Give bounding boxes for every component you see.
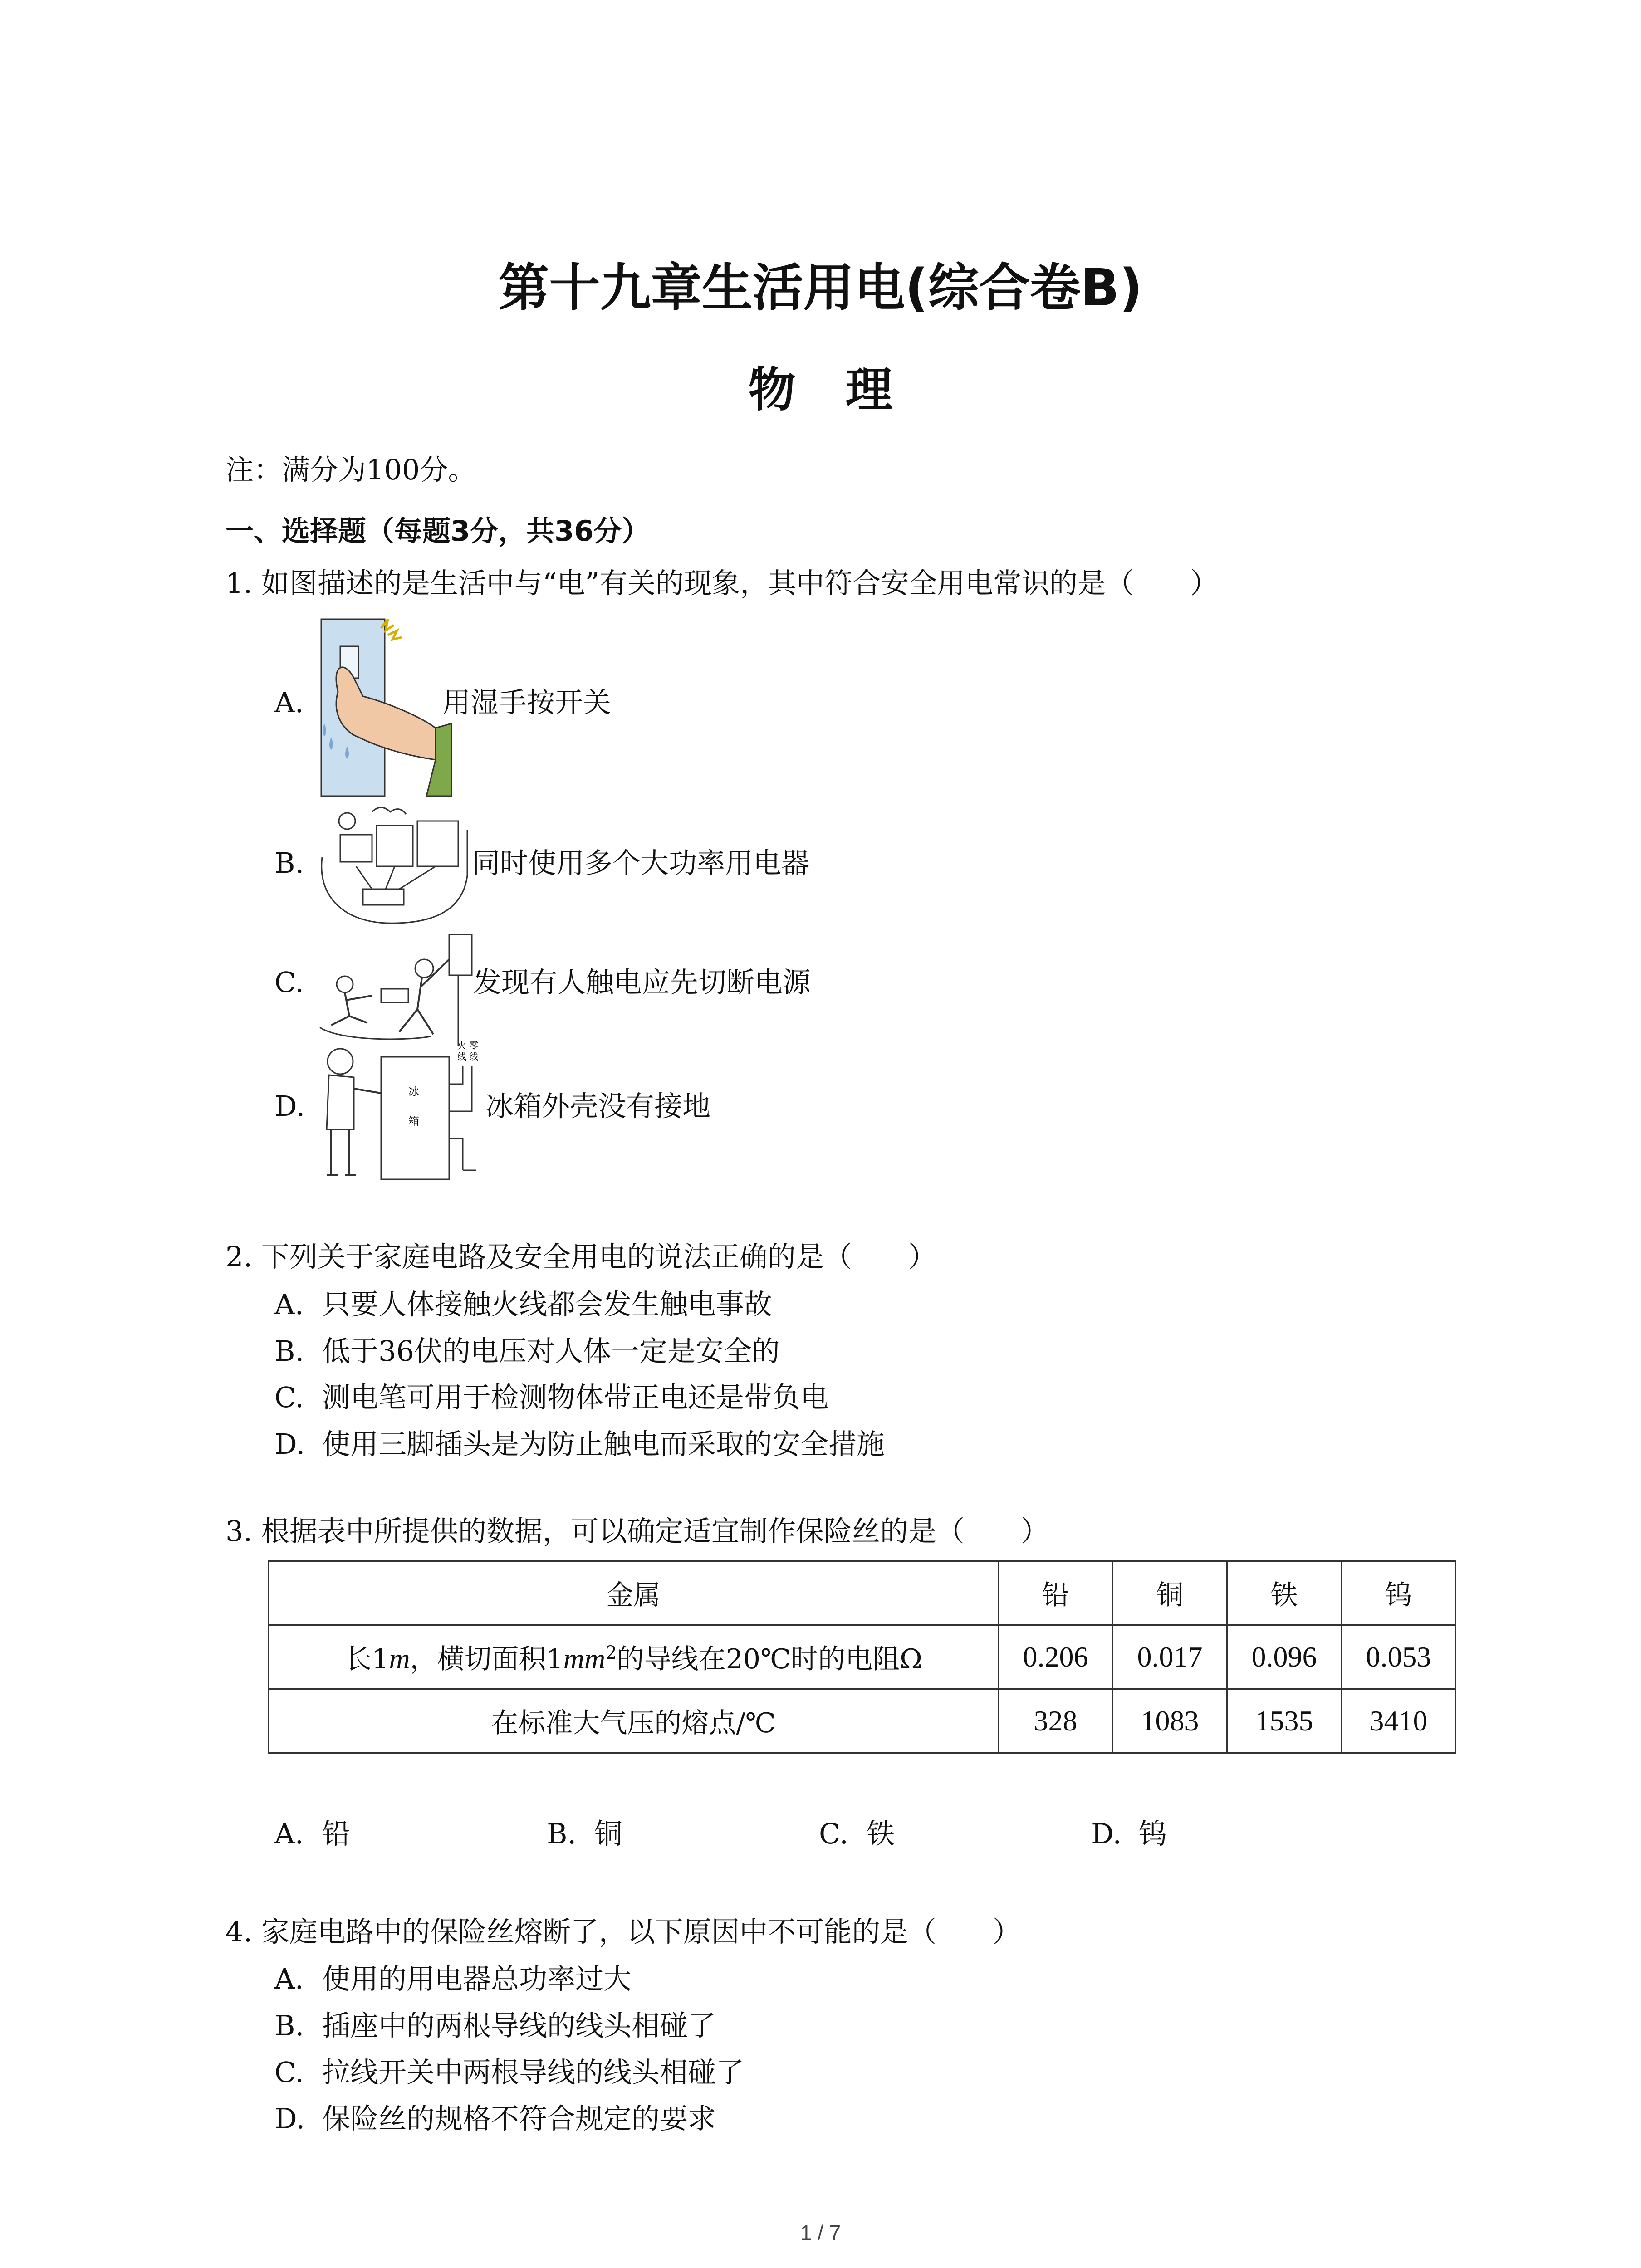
q4-option-b-letter: B.: [274, 2009, 304, 2042]
table-cell: 0.053: [1341, 1625, 1455, 1689]
q4-option-d-letter: D.: [274, 2102, 305, 2135]
q4-option-c-text: 拉线开关中两根导线的线头相碰了: [322, 2056, 745, 2089]
q2-option-b-text: 低于36伏的电压对人体一定是安全的: [322, 1334, 780, 1368]
table-row-label: 在标准大气压的熔点/℃: [269, 1689, 999, 1753]
table-row: [269, 1625, 1456, 1689]
page-number: 1 / 7: [800, 2221, 841, 2244]
table-header-cell: 铅: [999, 1561, 1113, 1625]
question-4-stem: 4. 家庭电路中的保险丝熔断了，以下原因中不可能的是（ ）: [225, 1915, 1021, 1948]
subject-title: 物理: [748, 362, 943, 417]
table-cell: 0.096: [1227, 1625, 1342, 1689]
table-cell: 0.206: [999, 1625, 1113, 1689]
q4-option-a-letter: A.: [274, 1962, 304, 1995]
table-cell: 3410: [1341, 1689, 1455, 1753]
q4-option-c-letter: C.: [274, 2056, 304, 2089]
table-header-row: [269, 1561, 1456, 1625]
q3-option-d-letter: D.: [1091, 1817, 1122, 1850]
q1-option-c-letter: C.: [274, 966, 304, 999]
table-cell: 328: [999, 1689, 1113, 1753]
q2-option-a-text: 只要人体接触火线都会发生触电事故: [322, 1288, 773, 1321]
table-row-label: [269, 1625, 999, 1689]
q1-option-d-text: 冰箱外壳没有接地: [485, 1090, 711, 1123]
unit-superscript: 2: [605, 1642, 617, 1663]
q2-option-d-letter: D.: [274, 1427, 305, 1461]
table-header-cell: 铁: [1227, 1561, 1342, 1625]
q3-option-b-text: 铜: [594, 1817, 623, 1850]
q3-option-c-letter: C.: [819, 1817, 848, 1850]
q3-option-b-letter: B.: [547, 1817, 577, 1850]
wire-label-1: 火 零: [457, 1040, 479, 1051]
table-header-cell: 金属: [269, 1561, 999, 1625]
q2-option-d-text: 使用三脚插头是为防止触电而采取的安全措施: [322, 1427, 885, 1461]
row1-label-part-a: 长1: [344, 1643, 389, 1675]
q3-option-a-letter: A.: [274, 1817, 304, 1850]
question-2-stem: 2. 下列关于家庭电路及安全用电的说法正确的是（ ）: [225, 1240, 936, 1273]
q3-option-a-text: 铅: [322, 1817, 351, 1850]
row1-label-part-b: ，横切面积1: [410, 1643, 563, 1675]
table-cell: 1083: [1113, 1689, 1227, 1753]
table-row: [269, 1689, 1456, 1753]
q4-option-d-text: 保险丝的规格不符合规定的要求: [322, 2102, 716, 2135]
score-note: 注：满分为100分。: [225, 453, 476, 486]
unit-m: m: [389, 1642, 410, 1675]
wire-label-2: 线 线: [457, 1051, 479, 1062]
fridge-label-2: 箱: [408, 1115, 419, 1128]
q1-option-c-text: 发现有人触电应先切断电源: [473, 966, 811, 999]
q2-option-a-letter: A.: [274, 1288, 304, 1321]
q1-option-b-letter: B.: [274, 846, 304, 880]
row1-label-part-c: 的导线在20℃时的电阻Ω: [617, 1643, 922, 1675]
metal-data-table: [268, 1560, 1456, 1754]
wet-hand-switch-figure: [313, 610, 454, 801]
q4-option-b-text: 插座中的两根导线的线头相碰了: [322, 2009, 716, 2042]
q1-option-a-letter: A.: [274, 686, 304, 719]
q2-option-c-text: 测电笔可用于检测物体带正电还是带负电: [322, 1381, 829, 1414]
q3-option-c-text: 铁: [867, 1817, 895, 1850]
q1-option-d-letter: D.: [274, 1090, 305, 1123]
q3-option-d-text: 钨: [1139, 1817, 1167, 1850]
section-heading: 一、选择题（每题3分，共36分）: [225, 514, 650, 547]
rescue-cut-power-figure: [313, 932, 474, 1048]
question-3-stem: 3. 根据表中所提供的数据，可以确定适宜制作保险丝的是（ ）: [225, 1515, 1049, 1548]
table-cell: 1535: [1227, 1689, 1342, 1753]
q2-option-b-letter: B.: [274, 1334, 304, 1368]
table-header-cell: 钨: [1341, 1561, 1455, 1625]
fridge-label-1: 冰: [408, 1085, 419, 1098]
q2-option-c-letter: C.: [274, 1381, 304, 1414]
question-1-stem: 1. 如图描述的是生活中与“电”有关的现象，其中符合安全用电常识的是（ ）: [225, 567, 1219, 600]
overloaded-appliances-figure: [313, 803, 472, 925]
q1-option-a-text: 用湿手按开关: [442, 686, 612, 719]
page-title: 第十九章生活用电(综合卷B): [498, 259, 1143, 318]
ungrounded-fridge-figure: [313, 1039, 495, 1188]
q4-option-a-text: 使用的用电器总功率过大: [322, 1962, 632, 1995]
table-cell: 0.017: [1113, 1625, 1227, 1689]
unit-mm: mm: [563, 1642, 606, 1675]
q1-option-b-text: 同时使用多个大功率用电器: [472, 846, 810, 880]
table-header-cell: 铜: [1113, 1561, 1227, 1625]
